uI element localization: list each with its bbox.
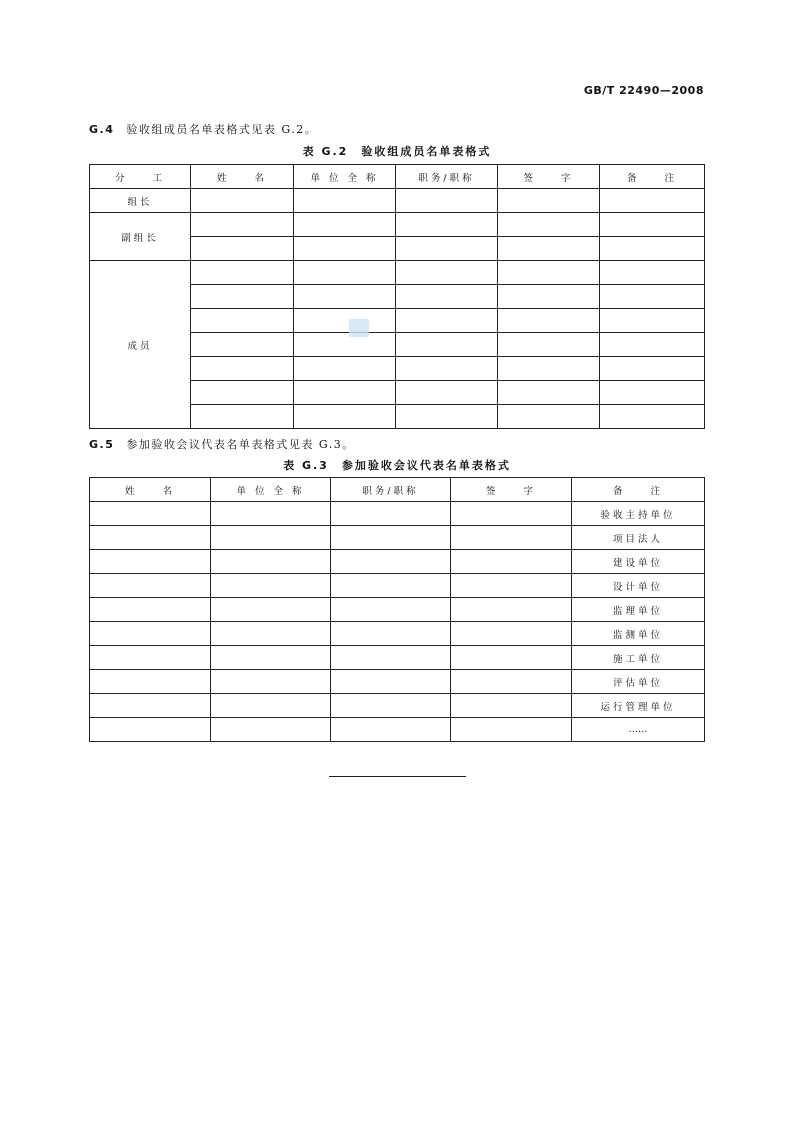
remark-cell: 项目法人 xyxy=(572,526,705,550)
empty-cell xyxy=(498,261,600,285)
table-g2-header-row xyxy=(90,165,705,189)
empty-cell xyxy=(396,381,498,405)
empty-cell xyxy=(294,309,396,333)
empty-cell xyxy=(294,333,396,357)
empty-cell xyxy=(451,718,572,742)
remark-cell: 评估单位 xyxy=(572,670,705,694)
empty-cell xyxy=(498,309,600,333)
table-row xyxy=(90,694,705,718)
table-g3-header-cell: 单 位 全 称 xyxy=(211,478,331,502)
table-g3-header-row xyxy=(90,478,705,502)
empty-cell xyxy=(600,357,705,381)
empty-cell xyxy=(191,237,294,261)
table-row xyxy=(90,213,705,237)
standard-number: GB/T 22490—2008 xyxy=(583,84,704,97)
empty-cell xyxy=(498,237,600,261)
empty-cell xyxy=(191,261,294,285)
empty-cell xyxy=(451,622,572,646)
empty-cell xyxy=(211,574,331,598)
table-row xyxy=(90,526,705,550)
empty-cell xyxy=(90,502,211,526)
remark-cell: 监测单位 xyxy=(572,622,705,646)
empty-cell xyxy=(396,261,498,285)
empty-cell xyxy=(90,694,211,718)
empty-cell xyxy=(211,526,331,550)
clause-g4-number: G.4 xyxy=(89,123,115,136)
empty-cell xyxy=(211,622,331,646)
empty-cell xyxy=(211,646,331,670)
empty-cell xyxy=(294,189,396,213)
remark-cell: 施工单位 xyxy=(572,646,705,670)
table-g3-title: 表 G.3 参加验收会议代表名单表格式 xyxy=(283,459,511,472)
table-g2-title: 表 G.2 验收组成员名单表格式 xyxy=(302,145,492,158)
empty-cell xyxy=(451,646,572,670)
empty-cell xyxy=(451,550,572,574)
table-g2-header-cell: 姓 名 xyxy=(191,165,294,189)
empty-cell xyxy=(211,598,331,622)
empty-cell xyxy=(191,357,294,381)
clause-g5-text: 参加验收会议代表名单表格式见表 G.3。 xyxy=(126,438,355,451)
table-g3-header-cell: 备 注 xyxy=(572,478,705,502)
table-row xyxy=(90,598,705,622)
empty-cell xyxy=(294,285,396,309)
remark-cell: 运行管理单位 xyxy=(572,694,705,718)
empty-cell xyxy=(191,381,294,405)
empty-cell xyxy=(396,189,498,213)
empty-cell xyxy=(600,333,705,357)
clause-g4 xyxy=(89,121,317,137)
remark-cell: 验收主持单位 xyxy=(572,502,705,526)
end-rule xyxy=(329,776,466,777)
empty-cell xyxy=(191,189,294,213)
empty-cell xyxy=(331,622,451,646)
table-row xyxy=(90,622,705,646)
table-row xyxy=(90,574,705,598)
empty-cell xyxy=(294,237,396,261)
table-g3-header-cell: 签 字 xyxy=(451,478,572,502)
empty-cell xyxy=(211,550,331,574)
clause-g4-text: 验收组成员名单表格式见表 G.2。 xyxy=(126,123,318,136)
empty-cell xyxy=(396,357,498,381)
empty-cell xyxy=(90,598,211,622)
role-cell-member: 成员 xyxy=(90,261,191,429)
empty-cell xyxy=(600,405,705,429)
remark-cell: 设计单位 xyxy=(572,574,705,598)
role-cell-leader: 组长 xyxy=(90,189,191,213)
empty-cell xyxy=(90,718,211,742)
empty-cell xyxy=(211,694,331,718)
remark-cell: 建设单位 xyxy=(572,550,705,574)
empty-cell xyxy=(191,213,294,237)
empty-cell xyxy=(294,261,396,285)
empty-cell xyxy=(498,189,600,213)
empty-cell xyxy=(331,694,451,718)
empty-cell xyxy=(331,598,451,622)
empty-cell xyxy=(294,381,396,405)
table-row xyxy=(90,189,705,213)
empty-cell xyxy=(451,694,572,718)
empty-cell xyxy=(90,622,211,646)
empty-cell xyxy=(191,309,294,333)
table-row xyxy=(90,261,705,285)
empty-cell xyxy=(331,502,451,526)
table-row xyxy=(90,502,705,526)
empty-cell xyxy=(294,405,396,429)
empty-cell xyxy=(451,598,572,622)
empty-cell xyxy=(191,285,294,309)
empty-cell xyxy=(600,189,705,213)
table-g2 xyxy=(89,164,705,429)
empty-cell xyxy=(211,502,331,526)
table-g3-header-cell: 职务/职称 xyxy=(331,478,451,502)
empty-cell xyxy=(396,213,498,237)
table-row xyxy=(90,550,705,574)
table-g2-header-cell: 职务/职称 xyxy=(396,165,498,189)
empty-cell xyxy=(498,213,600,237)
clause-g5 xyxy=(89,436,355,452)
empty-cell xyxy=(331,550,451,574)
empty-cell xyxy=(498,381,600,405)
empty-cell xyxy=(191,405,294,429)
empty-cell xyxy=(90,550,211,574)
empty-cell xyxy=(451,670,572,694)
empty-cell xyxy=(396,285,498,309)
table-g2-header-cell: 备 注 xyxy=(600,165,705,189)
empty-cell xyxy=(451,526,572,550)
empty-cell xyxy=(600,213,705,237)
table-row xyxy=(90,718,705,742)
empty-cell xyxy=(396,309,498,333)
empty-cell xyxy=(600,381,705,405)
empty-cell xyxy=(600,261,705,285)
table-g2-header-cell: 单 位 全 称 xyxy=(294,165,396,189)
empty-cell xyxy=(331,574,451,598)
empty-cell xyxy=(498,333,600,357)
empty-cell xyxy=(331,526,451,550)
empty-cell xyxy=(90,574,211,598)
remark-cell: 监理单位 xyxy=(572,598,705,622)
empty-cell xyxy=(396,405,498,429)
clause-g5-number: G.5 xyxy=(89,438,115,451)
empty-cell xyxy=(600,309,705,333)
empty-cell xyxy=(211,670,331,694)
table-row xyxy=(90,646,705,670)
watermark-logo xyxy=(349,319,369,337)
table-g2-header-cell: 分 工 xyxy=(90,165,191,189)
remark-cell: …… xyxy=(572,718,705,742)
empty-cell xyxy=(396,237,498,261)
empty-cell xyxy=(498,405,600,429)
empty-cell xyxy=(600,285,705,309)
empty-cell xyxy=(294,357,396,381)
table-row xyxy=(90,670,705,694)
empty-cell xyxy=(331,718,451,742)
empty-cell xyxy=(331,646,451,670)
empty-cell xyxy=(498,357,600,381)
empty-cell xyxy=(90,526,211,550)
empty-cell xyxy=(396,333,498,357)
table-g3 xyxy=(89,477,705,742)
empty-cell xyxy=(191,333,294,357)
role-cell-deputy: 副组长 xyxy=(90,213,191,261)
empty-cell xyxy=(451,502,572,526)
empty-cell xyxy=(211,718,331,742)
empty-cell xyxy=(600,237,705,261)
empty-cell xyxy=(331,670,451,694)
table-g2-header-cell: 签 字 xyxy=(498,165,600,189)
empty-cell xyxy=(294,213,396,237)
empty-cell xyxy=(90,670,211,694)
table-g3-header-cell: 姓 名 xyxy=(90,478,211,502)
empty-cell xyxy=(498,285,600,309)
empty-cell xyxy=(90,646,211,670)
empty-cell xyxy=(451,574,572,598)
